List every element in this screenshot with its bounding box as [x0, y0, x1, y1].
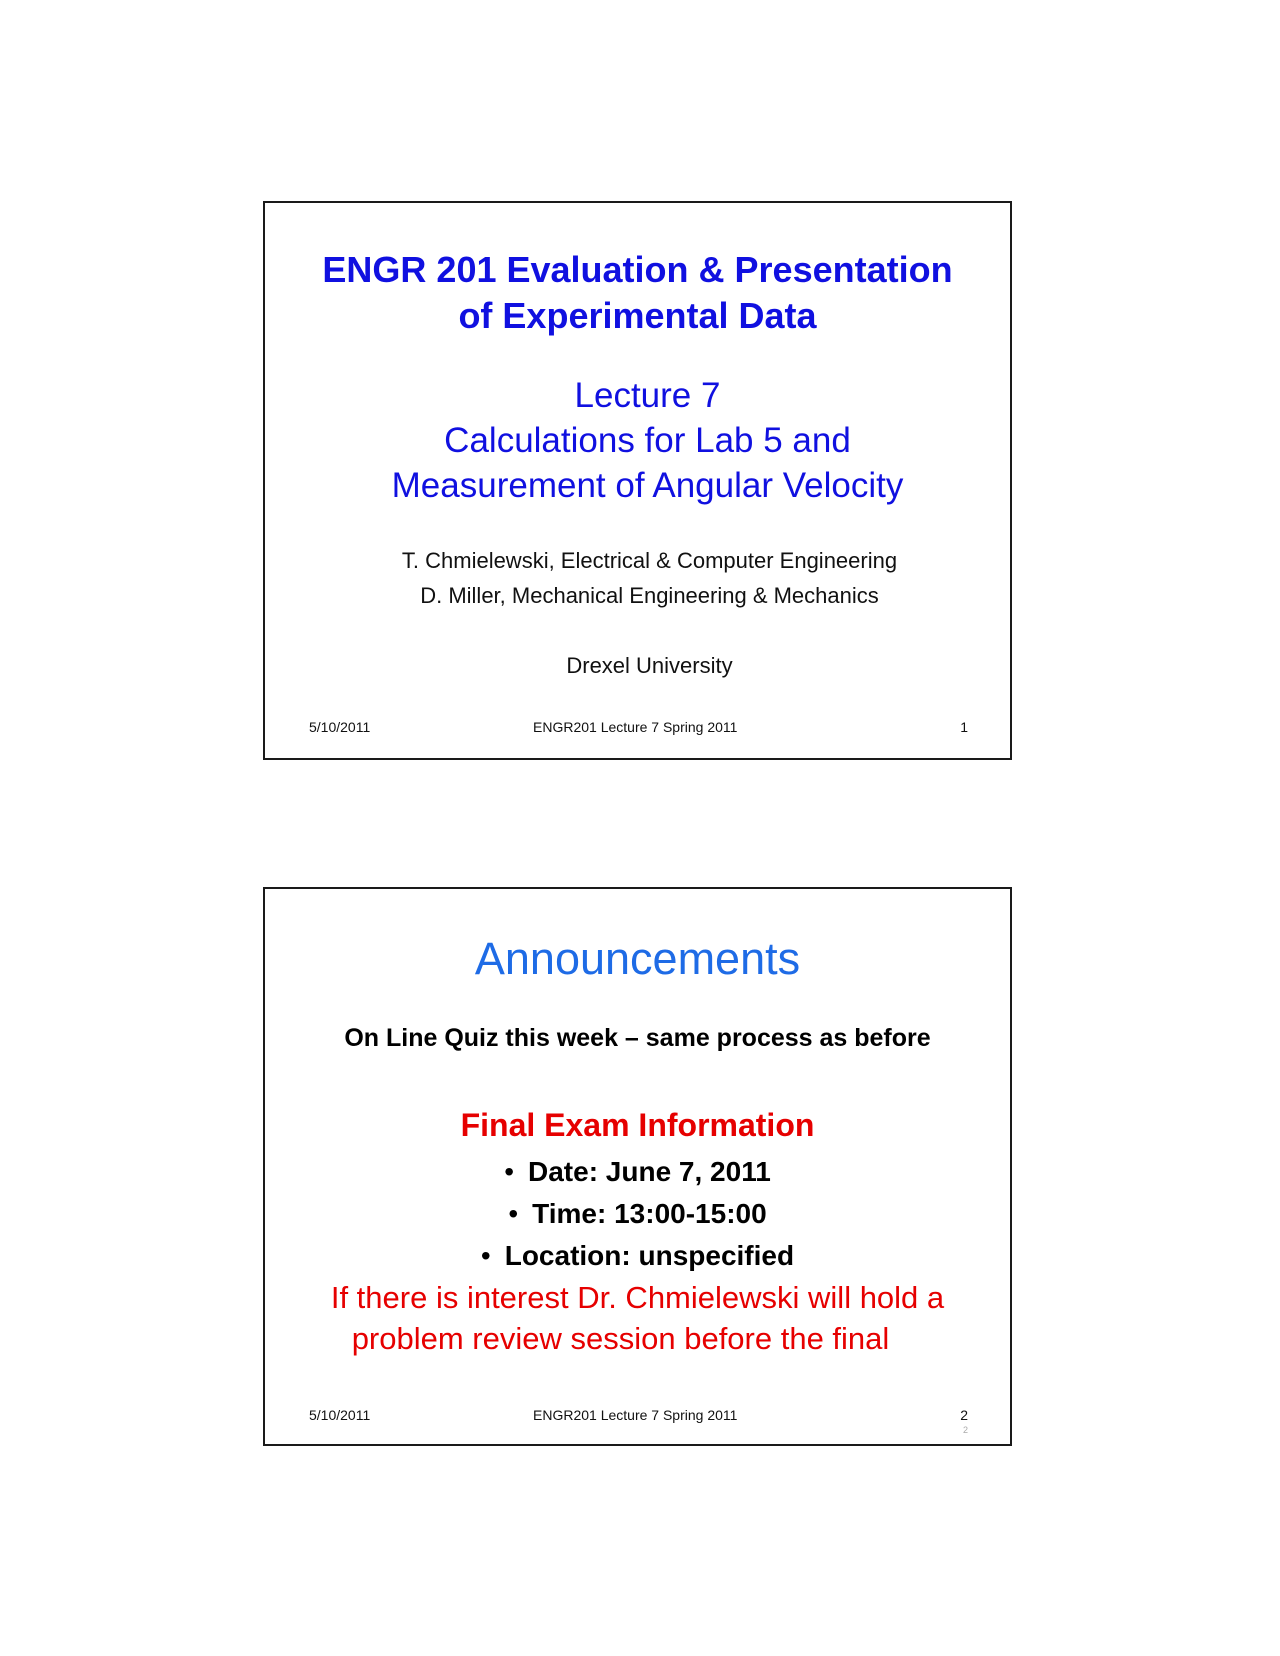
- final-exam-heading: Final Exam Information: [460, 1107, 815, 1143]
- review-session-note: [265, 1277, 1010, 1359]
- bullet-item-location: [265, 1235, 1010, 1277]
- subtitle-line-1: Lecture 7: [574, 376, 721, 415]
- slide-1-title: [265, 247, 1010, 339]
- authors: [265, 543, 1010, 613]
- footer-date: 5/10/2011: [309, 1407, 371, 1423]
- title-line-1: ENGR 201 Evaluation & Presentation: [322, 249, 953, 290]
- review-note-line-1: If there is interest Dr. Chmielewski will hold a: [330, 1280, 945, 1315]
- final-exam-bullets: [265, 1151, 1010, 1277]
- bullet-icon: •: [504, 1156, 514, 1187]
- slide-2-title: Announcements: [474, 933, 801, 984]
- bullet-icon: •: [508, 1198, 519, 1229]
- footer-date: 5/10/2011: [309, 719, 371, 735]
- small-slide-number: 2: [962, 1425, 968, 1435]
- bullet-text: Time: 13:00-15:00: [532, 1198, 767, 1229]
- footer-course: ENGR201 Lecture 7 Spring 2011: [533, 719, 738, 735]
- bullet-item-date: [265, 1151, 1010, 1193]
- review-note-line-2: problem review session before the final: [351, 1321, 890, 1356]
- slide-1-subtitle: [265, 373, 1010, 508]
- quiz-announcement: On Line Quiz this week – same process as before: [344, 1024, 931, 1052]
- slide-2: [263, 887, 1012, 1446]
- author-1: T. Chmielewski, Electrical & Computer Engineering: [401, 548, 898, 573]
- slide-number: 2: [960, 1407, 968, 1423]
- bullet-item-time: [265, 1193, 1010, 1235]
- footer-course: ENGR201 Lecture 7 Spring 2011: [533, 1407, 738, 1423]
- title-line-2: of Experimental Data: [458, 295, 817, 336]
- bullet-icon: •: [480, 1240, 491, 1271]
- slide-1: [263, 201, 1012, 760]
- subtitle-line-3: Measurement of Angular Velocity: [391, 466, 904, 505]
- bullet-text: Date: June 7, 2011: [528, 1156, 771, 1187]
- bullet-text: Location: unspecified: [504, 1240, 795, 1271]
- subtitle-line-2: Calculations for Lab 5 and: [444, 421, 851, 460]
- university: Drexel University: [566, 653, 733, 678]
- slide-number: 1: [960, 719, 968, 735]
- author-2: D. Miller, Mechanical Engineering & Mechanics: [420, 583, 879, 608]
